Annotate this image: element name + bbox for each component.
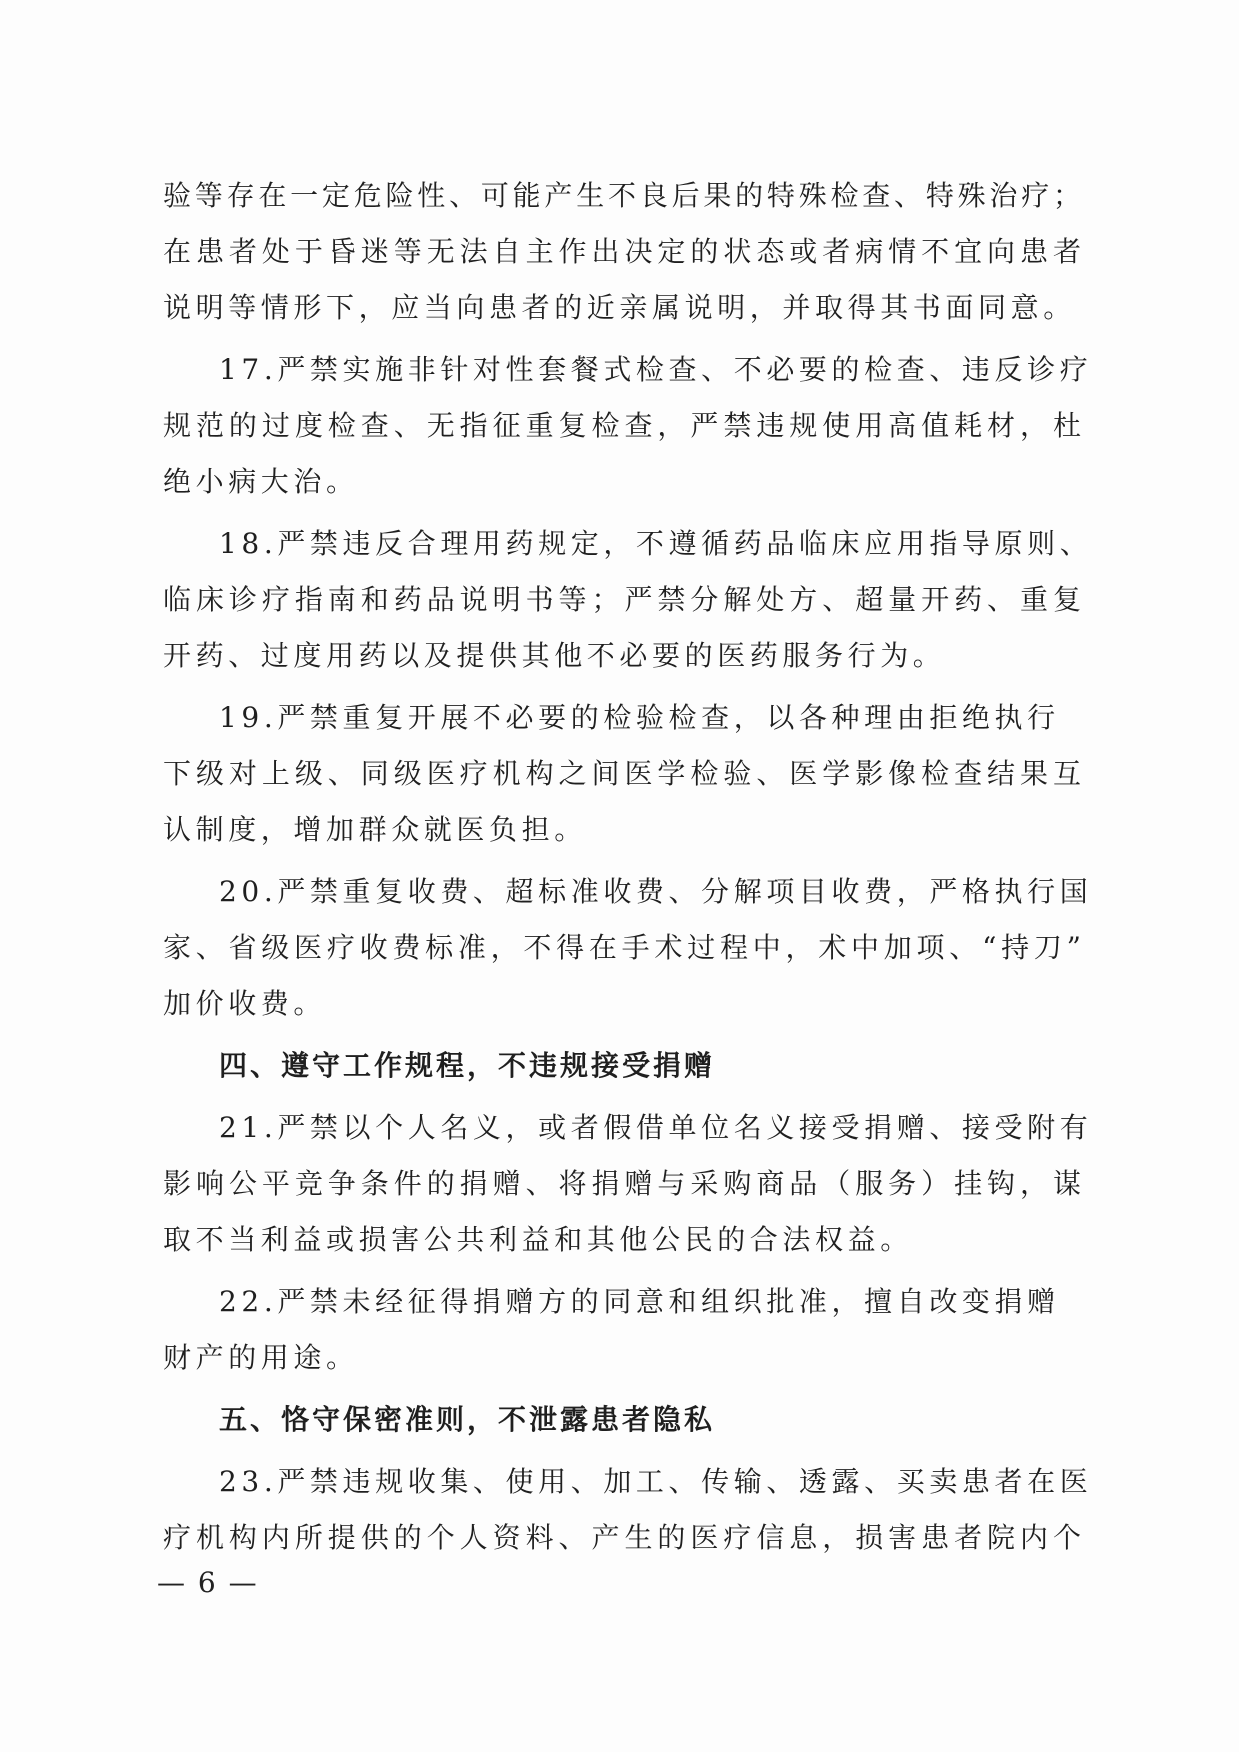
clause-17-line: 17.严禁实施非针对性套餐式检查、不必要的检查、违反诊疗 xyxy=(219,353,1093,386)
text-line: 财产的用途。 xyxy=(163,1341,359,1374)
section-heading-5: 五、恪守保密准则，不泄露患者隐私 xyxy=(219,1403,716,1436)
text-line: 家、省级医疗收费标准，不得在手术过程中，术中加项、“持刀” xyxy=(163,931,1081,964)
text-line: 影响公平竞争条件的捐赠、将捐赠与采购商品（服务）挂钩，谋 xyxy=(163,1167,1081,1200)
clause-19-line: 19.严禁重复开展不必要的检验检查，以各种理由拒绝执行 xyxy=(219,701,1060,734)
page-number: — 6 — xyxy=(157,1566,259,1599)
clause-18-line: 18.严禁违反合理用药规定，不遵循药品临床应用指导原则、 xyxy=(219,527,1093,560)
text-line: 开药、过度用药以及提供其他不必要的医药服务行为。 xyxy=(163,639,946,672)
text-line: 认制度，增加群众就医负担。 xyxy=(163,813,587,846)
text-line: 绝小病大治。 xyxy=(163,465,359,498)
text-line: 临床诊疗指南和药品说明书等；严禁分解处方、超量开药、重复 xyxy=(163,583,1081,616)
clause-20-line: 20.严禁重复收费、超标准收费、分解项目收费，严格执行国 xyxy=(219,875,1093,908)
text-line: 疗机构内所提供的个人资料、产生的医疗信息，损害患者院内个 xyxy=(163,1521,1081,1554)
clause-21-line: 21.严禁以个人名义，或者假借单位名义接受捐赠、接受附有 xyxy=(219,1111,1093,1144)
section-heading-4: 四、遵守工作规程，不违规接受捐赠 xyxy=(219,1049,716,1082)
text-line: 规范的过度检查、无指征重复检查，严禁违规使用高值耗材，杜 xyxy=(163,409,1081,442)
text-line: 验等存在一定危险性、可能产生不良后果的特殊检查、特殊治疗； xyxy=(163,179,1081,212)
text-line: 下级对上级、同级医疗机构之间医学检验、医学影像检查结果互 xyxy=(163,757,1081,790)
clause-22-line: 22.严禁未经征得捐赠方的同意和组织批准，擅自改变捐赠 xyxy=(219,1285,1060,1318)
text-line: 加价收费。 xyxy=(163,987,327,1020)
text-line: 取不当利益或损害公共利益和其他公民的合法权益。 xyxy=(163,1223,913,1256)
clause-23-line: 23.严禁违规收集、使用、加工、传输、透露、买卖患者在医 xyxy=(219,1465,1093,1498)
document-body xyxy=(163,168,1093,1566)
text-line: 在患者处于昏迷等无法自主作出决定的状态或者病情不宜向患者 xyxy=(163,235,1081,268)
text-line: 说明等情形下，应当向患者的近亲属说明，并取得其书面同意。 xyxy=(163,291,1076,324)
